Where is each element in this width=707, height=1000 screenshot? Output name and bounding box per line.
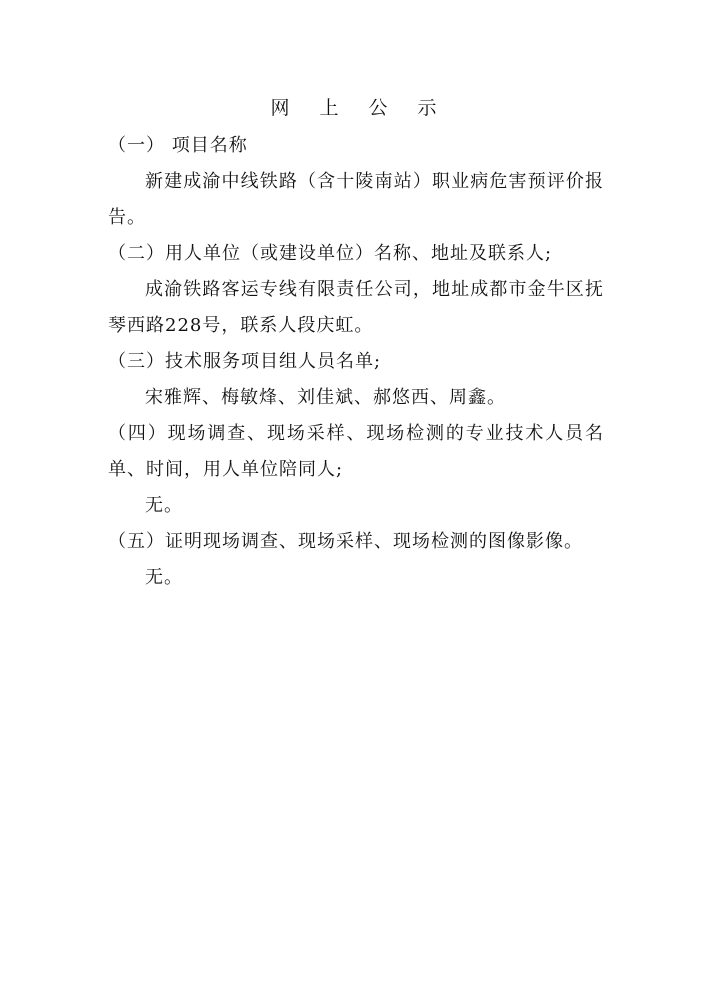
section-2-body: 成渝铁路客运专线有限责任公司，地址成都市金牛区抚琴西路228号，联系人段庆虹。 [108, 279, 604, 336]
document-content [108, 128, 604, 596]
section-1-body: 新建成渝中线铁路（含十陵南站）职业病危害预评价报告。 [108, 171, 604, 228]
section-4-heading: （四）现场调查、现场采样、现场检测的专业技术人员名单、时间，用人单位陪同人; [108, 423, 604, 480]
section-3-body: 宋雅辉、梅敏烽、刘佳斌、郝悠西、周鑫。 [145, 387, 506, 408]
section-5-body: 无。 [145, 567, 183, 588]
section-4-body: 无。 [145, 495, 183, 516]
section-1-heading: （一） 项目名称 [108, 135, 248, 156]
section-5-heading: （五）证明现场调查、现场采样、现场检测的图像影像。 [108, 531, 583, 552]
section-3-heading: （三）技术服务项目组人员名单; [108, 351, 382, 372]
document-title: 网 上 公 示 [270, 97, 449, 119]
section-2-heading: （二）用人单位（或建设单位）名称、地址及联系人; [108, 243, 553, 264]
